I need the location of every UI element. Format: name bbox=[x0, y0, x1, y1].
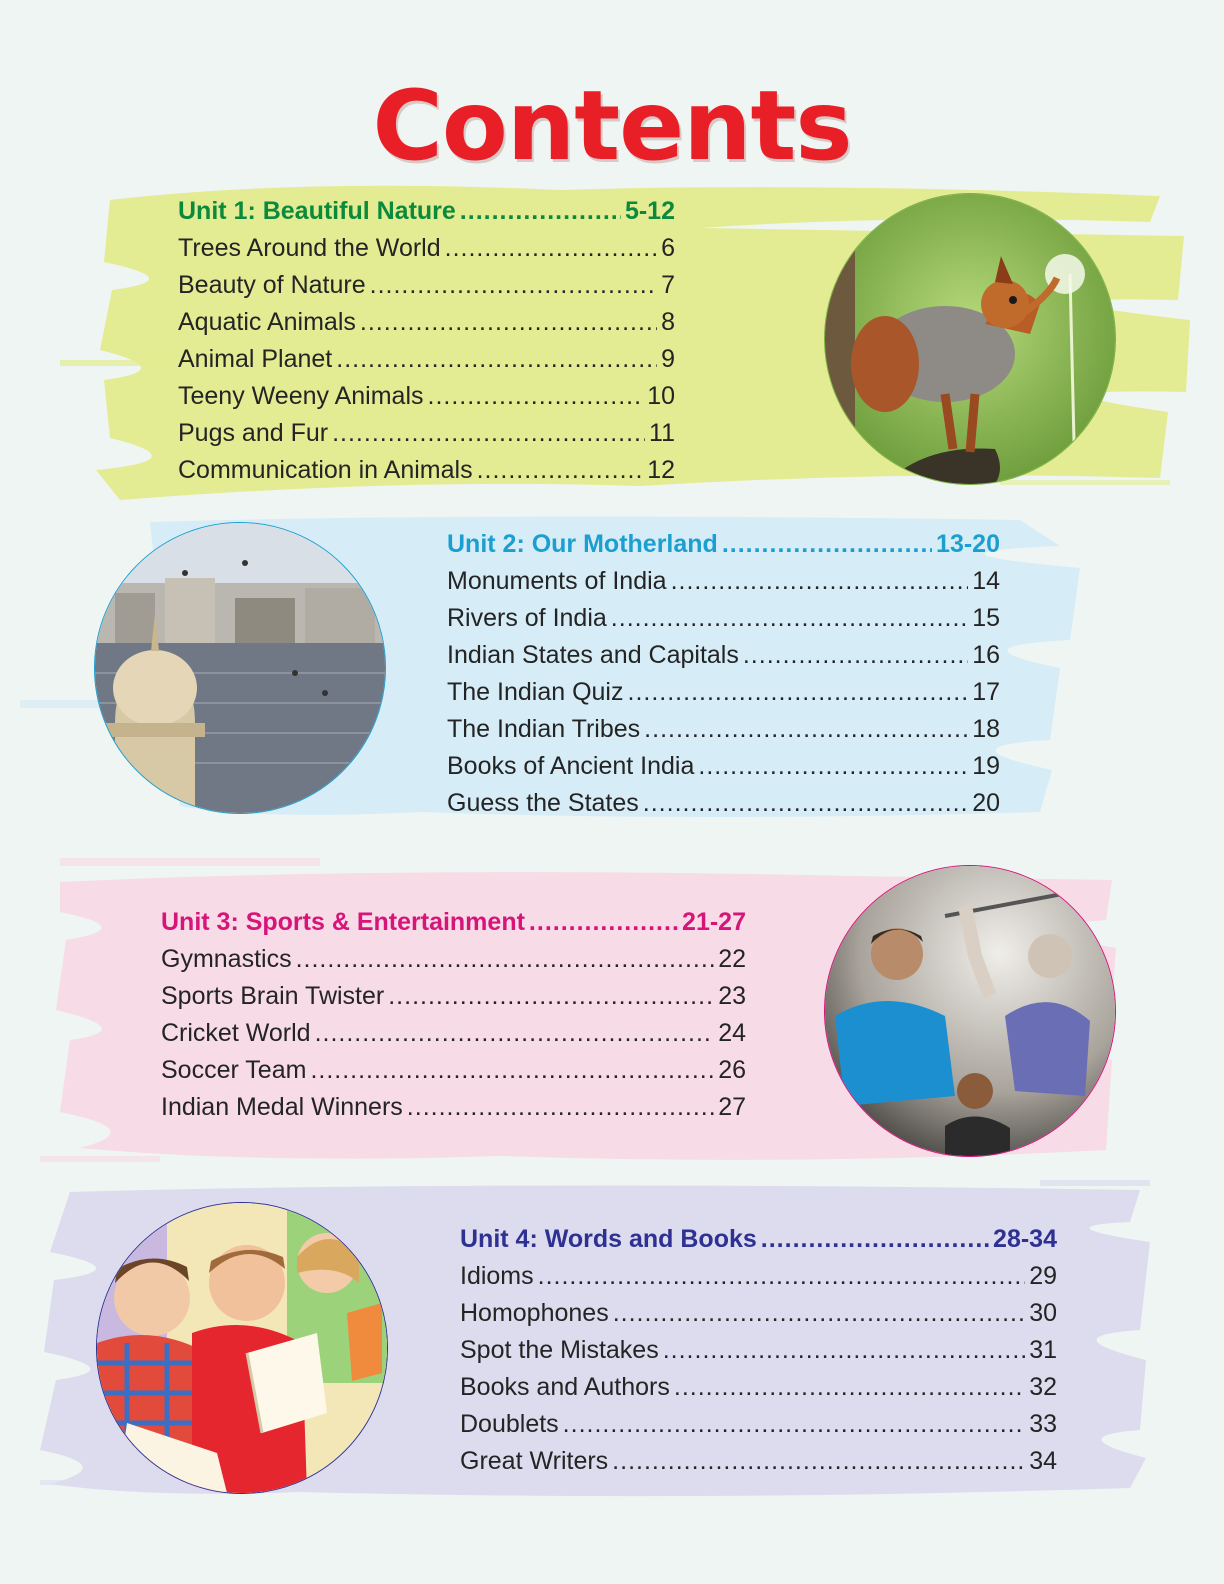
dot-leader bbox=[643, 789, 968, 818]
chapter-row[interactable] bbox=[178, 419, 675, 456]
dot-leader bbox=[613, 1299, 1025, 1328]
chapter-title: Gymnastics bbox=[161, 945, 292, 973]
chapter-page: 10 bbox=[647, 382, 675, 410]
chapter-title: Books of Ancient India bbox=[447, 752, 695, 780]
lake-palace-photo bbox=[94, 522, 386, 814]
chapter-title: Doublets bbox=[460, 1410, 559, 1438]
chapter-row[interactable] bbox=[460, 1447, 1057, 1484]
dot-leader bbox=[445, 234, 657, 263]
chapter-page: 27 bbox=[718, 1093, 746, 1121]
chapter-title: Rivers of India bbox=[447, 604, 607, 632]
dot-leader bbox=[698, 752, 968, 781]
chapter-row[interactable] bbox=[178, 456, 675, 493]
chapter-row[interactable] bbox=[460, 1410, 1057, 1447]
chapter-page: 19 bbox=[972, 752, 1000, 780]
unit-heading: Unit 2: Our Motherland bbox=[447, 530, 718, 558]
chapter-row[interactable] bbox=[178, 271, 675, 308]
unit-heading: Unit 4: Words and Books bbox=[460, 1225, 757, 1253]
dot-leader bbox=[360, 308, 657, 337]
chapter-row[interactable] bbox=[178, 308, 675, 345]
chapter-title: Great Writers bbox=[460, 1447, 609, 1475]
dot-leader bbox=[722, 530, 932, 559]
unit-2-toc bbox=[447, 530, 1000, 826]
dot-leader bbox=[644, 715, 968, 744]
chapter-row[interactable] bbox=[447, 789, 1000, 826]
chapter-title: Guess the States bbox=[447, 789, 639, 817]
chapter-page: 15 bbox=[972, 604, 1000, 632]
chapter-title: Soccer Team bbox=[161, 1056, 307, 1084]
chapter-title: Beauty of Nature bbox=[178, 271, 366, 299]
chapter-row[interactable] bbox=[161, 1019, 746, 1056]
dot-leader bbox=[370, 271, 657, 300]
chapter-title: The Indian Tribes bbox=[447, 715, 641, 743]
unit-page-range: 21-27 bbox=[682, 908, 746, 936]
unit-2-heading-row[interactable] bbox=[447, 530, 1000, 567]
chapter-page: 16 bbox=[972, 641, 1000, 669]
chapter-title: Sports Brain Twister bbox=[161, 982, 385, 1010]
chapter-title: Indian States and Capitals bbox=[447, 641, 739, 669]
chapter-title: Pugs and Fur bbox=[178, 419, 329, 447]
chapter-row[interactable] bbox=[178, 345, 675, 382]
chapter-row[interactable] bbox=[161, 1093, 746, 1130]
chapter-title: Animal Planet bbox=[178, 345, 333, 373]
chapter-page: 22 bbox=[718, 945, 746, 973]
chapter-row[interactable] bbox=[460, 1336, 1057, 1373]
chapter-page: 17 bbox=[972, 678, 1000, 706]
dot-leader bbox=[663, 1336, 1025, 1365]
athletes-photo bbox=[824, 865, 1116, 1157]
chapter-row[interactable] bbox=[178, 234, 675, 271]
unit-3-heading-row[interactable] bbox=[161, 908, 746, 945]
chapter-page: 33 bbox=[1029, 1410, 1057, 1438]
chapter-title: Spot the Mistakes bbox=[460, 1336, 659, 1364]
chapter-page: 20 bbox=[972, 789, 1000, 817]
chapter-page: 7 bbox=[661, 271, 675, 299]
unit-4-heading-row[interactable] bbox=[460, 1225, 1057, 1262]
chapter-title: The Indian Quiz bbox=[447, 678, 624, 706]
dot-leader bbox=[529, 908, 678, 937]
dot-leader bbox=[388, 982, 714, 1011]
dot-leader bbox=[743, 641, 968, 670]
unit-4-toc bbox=[460, 1225, 1057, 1484]
dot-leader bbox=[407, 1093, 714, 1122]
chapter-page: 32 bbox=[1029, 1373, 1057, 1401]
chapter-title: Monuments of India bbox=[447, 567, 667, 595]
chapter-page: 30 bbox=[1029, 1299, 1057, 1327]
chapter-row[interactable] bbox=[460, 1299, 1057, 1336]
chapter-row[interactable] bbox=[178, 382, 675, 419]
dot-leader bbox=[477, 456, 644, 485]
dot-leader bbox=[563, 1410, 1026, 1439]
chapter-title: Teeny Weeny Animals bbox=[178, 382, 424, 410]
chapter-row[interactable] bbox=[447, 678, 1000, 715]
chapter-row[interactable] bbox=[447, 752, 1000, 789]
chapter-row[interactable] bbox=[447, 715, 1000, 752]
chapter-title: Books and Authors bbox=[460, 1373, 670, 1401]
unit-page-range: 5-12 bbox=[624, 197, 675, 225]
squirrel-photo bbox=[824, 193, 1116, 485]
dot-leader bbox=[612, 1447, 1025, 1476]
dot-leader bbox=[628, 678, 969, 707]
chapter-title: Cricket World bbox=[161, 1019, 311, 1047]
dot-leader bbox=[336, 345, 657, 374]
chapter-row[interactable] bbox=[460, 1373, 1057, 1410]
chapter-page: 23 bbox=[718, 982, 746, 1010]
chapter-page: 14 bbox=[972, 567, 1000, 595]
chapter-title: Idioms bbox=[460, 1262, 534, 1290]
chapter-page: 26 bbox=[718, 1056, 746, 1084]
chapter-row[interactable] bbox=[161, 1056, 746, 1093]
dot-leader bbox=[332, 419, 645, 448]
chapter-page: 34 bbox=[1029, 1447, 1057, 1475]
chapter-title: Homophones bbox=[460, 1299, 609, 1327]
chapter-page: 29 bbox=[1029, 1262, 1057, 1290]
chapter-row[interactable] bbox=[447, 604, 1000, 641]
dot-leader bbox=[674, 1373, 1025, 1402]
chapter-title: Aquatic Animals bbox=[178, 308, 356, 336]
dot-leader bbox=[538, 1262, 1026, 1291]
unit-page-range: 28-34 bbox=[993, 1225, 1057, 1253]
chapter-page: 8 bbox=[661, 308, 675, 336]
chapter-page: 12 bbox=[647, 456, 675, 484]
unit-heading: Unit 1: Beautiful Nature bbox=[178, 197, 456, 225]
chapter-row[interactable] bbox=[447, 641, 1000, 678]
unit-1-toc bbox=[178, 197, 675, 493]
chapter-page: 31 bbox=[1029, 1336, 1057, 1364]
chapter-title: Trees Around the World bbox=[178, 234, 441, 262]
dot-leader bbox=[761, 1225, 989, 1254]
unit-heading: Unit 3: Sports & Entertainment bbox=[161, 908, 525, 936]
chapter-page: 11 bbox=[649, 419, 675, 447]
chapter-row[interactable] bbox=[447, 567, 1000, 604]
chapter-title: Indian Medal Winners bbox=[161, 1093, 403, 1121]
dot-leader bbox=[296, 945, 715, 974]
chapter-page: 9 bbox=[661, 345, 675, 373]
chapter-page: 18 bbox=[972, 715, 1000, 743]
chapter-page: 6 bbox=[661, 234, 675, 262]
dot-leader bbox=[611, 604, 968, 633]
dot-leader bbox=[460, 197, 621, 226]
dot-leader bbox=[310, 1056, 714, 1085]
dot-leader bbox=[315, 1019, 715, 1048]
chapter-page: 24 bbox=[718, 1019, 746, 1047]
dot-leader bbox=[671, 567, 969, 596]
unit-1-heading-row[interactable] bbox=[178, 197, 675, 234]
dot-leader bbox=[428, 382, 644, 411]
chapter-row[interactable] bbox=[161, 945, 746, 982]
page-title: Contents bbox=[372, 70, 852, 182]
chapter-row[interactable] bbox=[460, 1262, 1057, 1299]
unit-3-toc bbox=[161, 908, 746, 1130]
chapter-row[interactable] bbox=[161, 982, 746, 1019]
unit-page-range: 13-20 bbox=[936, 530, 1000, 558]
chapter-title: Communication in Animals bbox=[178, 456, 473, 484]
children-reading-photo bbox=[96, 1202, 388, 1494]
